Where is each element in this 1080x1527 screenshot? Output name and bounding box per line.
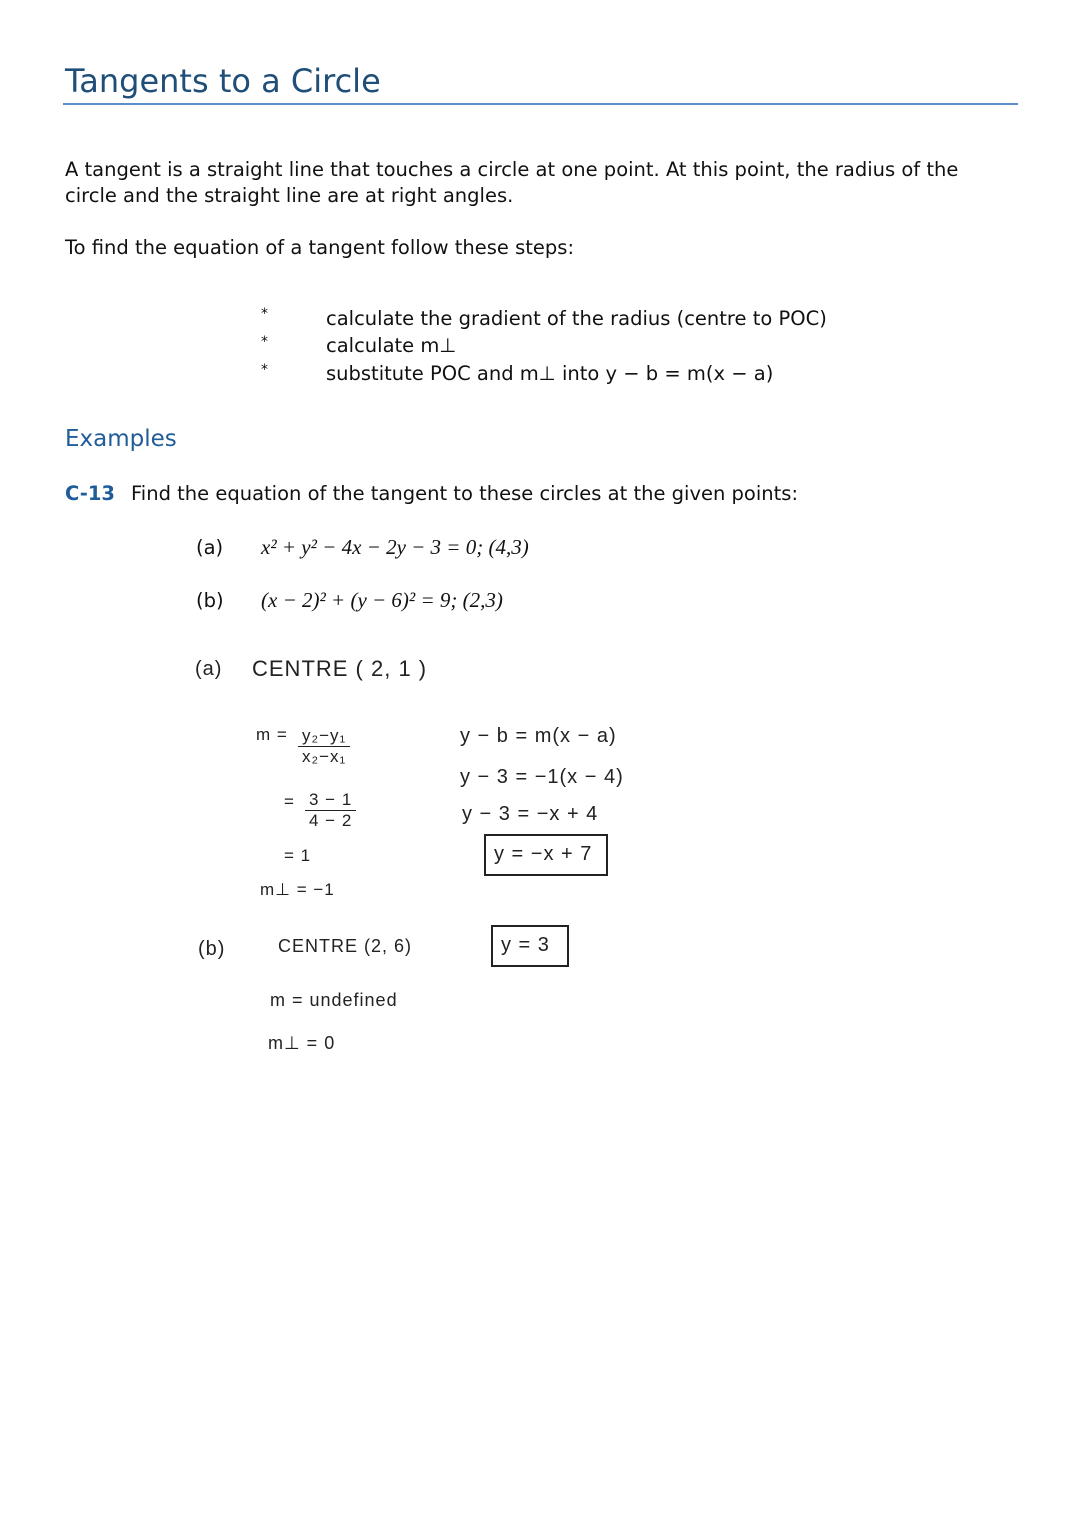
hw-a-centre: CENTRE ( 2, 1 ) <box>252 656 428 681</box>
steps-intro: To find the equation of a tangent follow these steps: <box>65 236 575 259</box>
part-b-equation: (x − 2)² + (y − 6)² = 9; (2,3) <box>261 588 503 612</box>
hw-a-tangent-line-1: y − b = m(x − a) <box>460 725 617 747</box>
hw-a-m-lhs: m = <box>256 725 288 744</box>
intro-line-1: A tangent is a straight line that touches a circle at one point. At this point, the radius of the <box>65 158 959 181</box>
part-a-label: (a) <box>196 536 224 559</box>
numerator: 3 − 1 <box>305 790 356 811</box>
question-text: Find the equation of the tangent to these circles at the given points: <box>131 482 799 505</box>
page-title: Tangents to a Circle <box>65 62 381 100</box>
step-3: substitute POC and m⊥ into y − b = m(x − a) <box>326 362 774 385</box>
hw-a-answer: y = −x + 7 <box>484 834 608 876</box>
hw-b-answer: y = 3 <box>491 925 569 967</box>
hw-a-m-perp: m⊥ = −1 <box>260 880 335 899</box>
hw-a-gradient-formula <box>298 726 350 767</box>
title-underline <box>63 103 1018 105</box>
hw-b-label: (b) <box>198 938 226 960</box>
bullet: * <box>261 362 268 378</box>
hw-a-tangent-line-2: y − 3 = −1(x − 4) <box>460 766 624 788</box>
bullet: * <box>261 306 268 322</box>
question-code: C-13 <box>65 482 115 505</box>
hw-a-result: = 1 <box>284 846 312 865</box>
step-1: calculate the gradient of the radius (centre to POC) <box>326 307 827 330</box>
hw-a-gradient-sub <box>305 790 356 831</box>
hw-b-m: m = undefined <box>270 990 398 1010</box>
intro-line-2: circle and the straight line are at right angles. <box>65 184 514 207</box>
part-b-label: (b) <box>196 589 224 612</box>
hw-a-tangent-line-3: y − 3 = −x + 4 <box>462 803 599 825</box>
part-a-equation: x² + y² − 4x − 2y − 3 = 0; (4,3) <box>261 535 529 559</box>
numerator: y₂−y₁ <box>298 726 350 747</box>
examples-heading: Examples <box>65 426 177 452</box>
denominator: 4 − 2 <box>309 811 353 830</box>
hw-a-label: (a) <box>195 658 223 680</box>
step-2: calculate m⊥ <box>326 334 457 357</box>
hw-b-centre: CENTRE (2, 6) <box>278 936 413 956</box>
hw-a-eq: = <box>284 792 295 811</box>
hw-b-m-perp: m⊥ = 0 <box>268 1033 336 1053</box>
bullet: * <box>261 334 268 350</box>
denominator: x₂−x₁ <box>302 747 347 766</box>
